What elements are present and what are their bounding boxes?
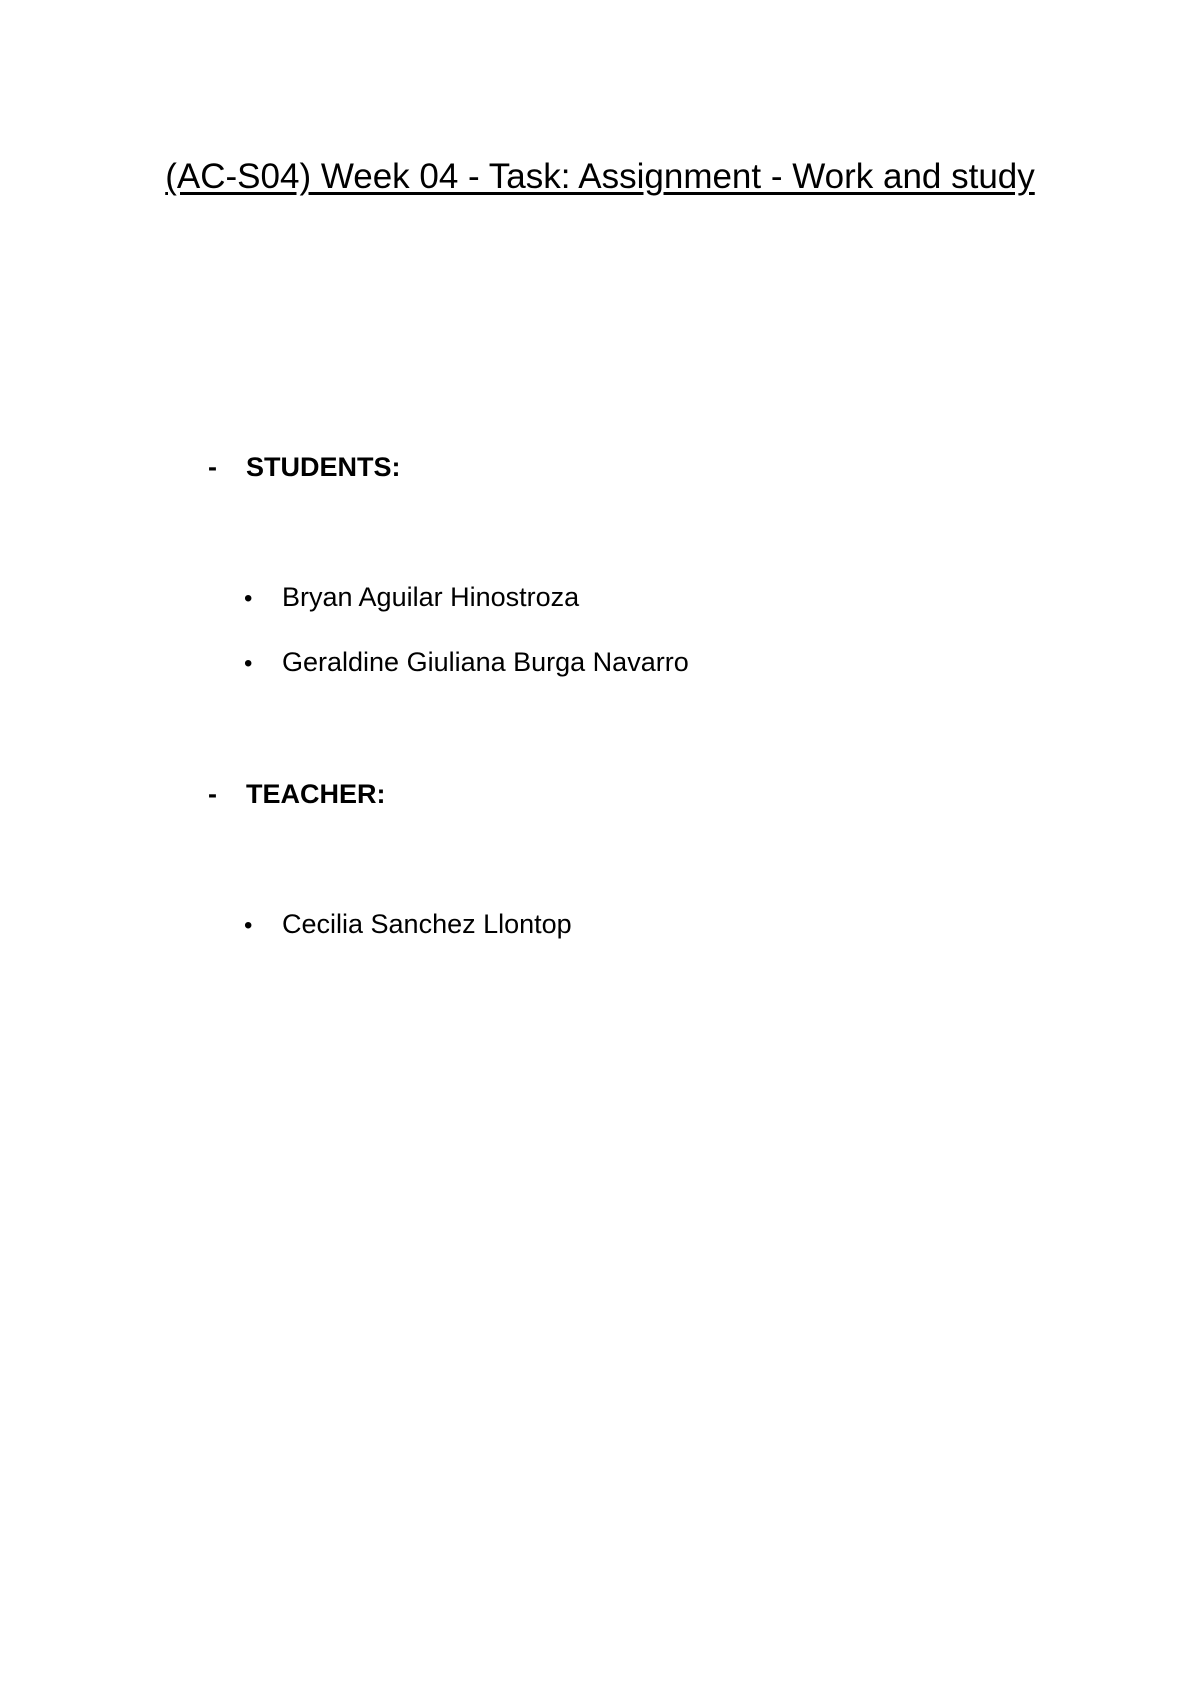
students-list <box>244 580 689 710</box>
teacher-list <box>244 907 572 972</box>
student-name: Bryan Aguilar Hinostroza <box>282 582 580 612</box>
teacher-heading-label: TEACHER: <box>246 779 386 809</box>
list-item <box>244 907 572 972</box>
section-dash-marker: - <box>208 452 217 482</box>
student-name: Geraldine Giuliana Burga Navarro <box>282 647 689 677</box>
teacher-heading <box>208 777 386 811</box>
list-item <box>244 645 689 710</box>
students-heading <box>208 450 401 484</box>
teacher-name: Cecilia Sanchez Llontop <box>282 909 572 939</box>
students-heading-label: STUDENTS: <box>246 452 401 482</box>
document-title: (AC-S04) Week 04 - Task: Assignment - Work and study <box>165 157 1035 196</box>
bullet-icon: • <box>244 912 253 939</box>
bullet-icon: • <box>244 585 253 612</box>
bullet-icon: • <box>244 650 253 677</box>
section-dash-marker: - <box>208 779 217 809</box>
list-item <box>244 580 689 645</box>
